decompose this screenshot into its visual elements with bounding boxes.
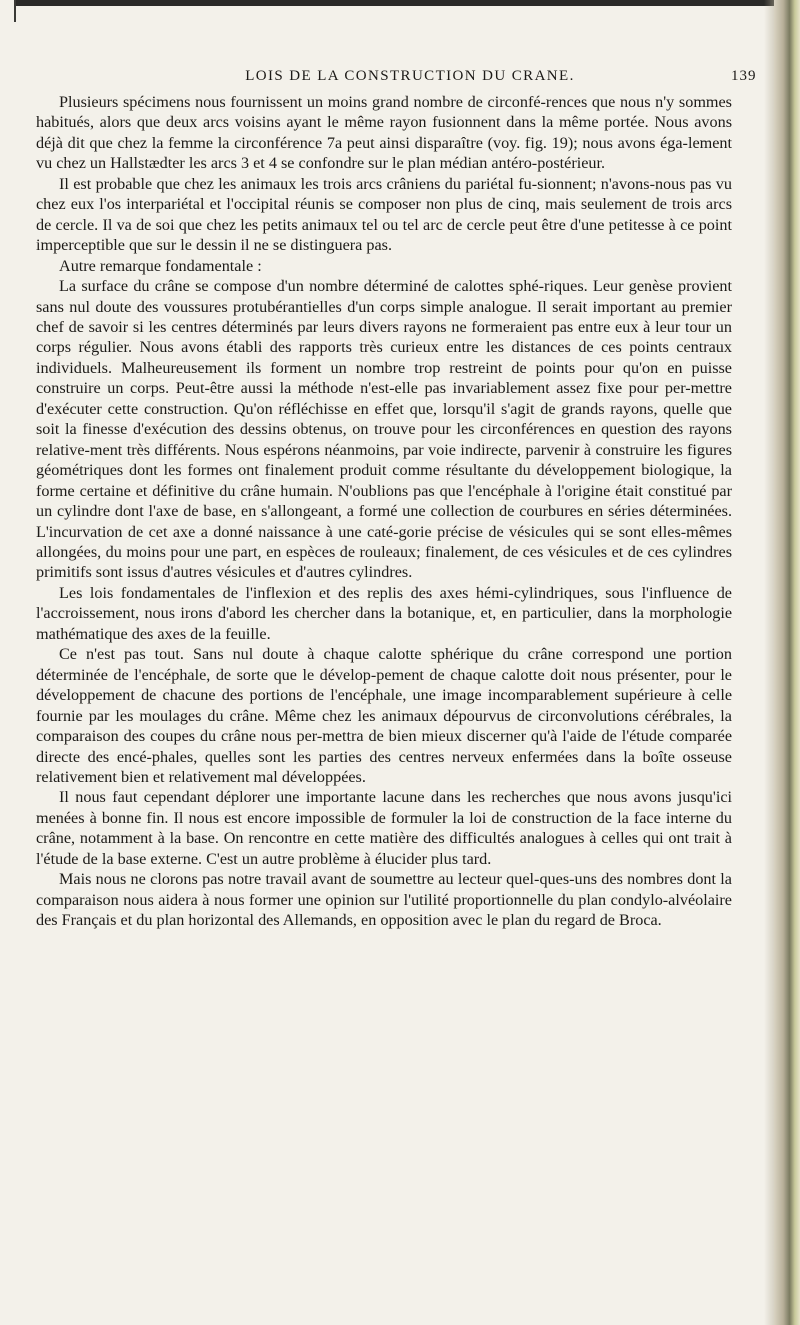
page-top-edge [0, 0, 800, 6]
paragraph: Ce n'est pas tout. Sans nul doute à chaque calotte sphérique du crâne correspond une portion déterminée de l'encéphale, de sorte que le dévelop-pement de chaque calotte doit nous présenter, pour le développement de chacune des portions de l'encéphale, une image incomparablement supérieure à celle fournie par les moulages du crâne. Même chez les animaux dépourvus de circonvolutions cérébrales, la comparaison des coupes du crâne nous per-mettra de bien mieux discerner qu'à l'aide de l'étude comparée directe des encé-phales, quelles sont les parties des centres nerveux enfermées dans la boîte osseuse relativement bien et relativement mal développées. [36, 645, 732, 786]
paragraph: Plusieurs spécimens nous fournissent un moins grand nombre de circonfé-rences que nous n'y sommes habitués, alors que deux arcs voisins ayant le même rayon fusionnent dans la même portée. Nous avons déjà dit que chez la femme la circonférence 7a peut ainsi disparaître (voy. fig. 19); nous avons éga-lement vu chez un Hallstædter les arcs 3 et 4 se confondre sur le plan médian antéro-postérieur. [36, 93, 732, 173]
running-title: LOIS DE LA CONSTRUCTION DU CRANE. [245, 68, 575, 84]
page-number: 139 [731, 68, 757, 84]
body-text [36, 92, 732, 931]
paragraph: Autre remarque fondamentale : [59, 256, 262, 275]
paragraph: Mais nous ne clorons pas notre travail avant de soumettre au lecteur quel-ques-uns des nombres dont la comparaison nous aidera à nous former une opinion sur l'utilité proportionnelle du plan condylo-alvéolaire des Français et du plan horizontal des Allemands, en opposition avec le plan du regard de Broca. [36, 870, 732, 930]
paragraph: Il nous faut cependant déplorer une importante lacune dans les recherches que nous avons jusqu'ici menées à bonne fin. Il nous est encore impossible de formuler la loi de construction de la face interne du crâne, notamment à la base. On rencontre en cette matière des difficultés analogues à celles qui ont trait à l'étude de la base externe. C'est un autre problème à élucider plus tard. [36, 788, 732, 868]
book-spine-edge [774, 0, 800, 1325]
paragraph: Il est probable que chez les animaux les trois arcs crâniens du pariétal fu-sionnent; n'avons-nous pas vu chez eux l'os interpariétal et l'occipital réunis se composer non plus de cinq, mais seulement de trois arcs de cercle. Il va de soi que chez les petits animaux tel ou tel arc de cercle peut être d'une petitesse à ce point imperceptible que sur le dessin il ne se distinguera pas. [36, 174, 732, 255]
binding-shadow [764, 0, 774, 1325]
page-corner-fold [0, 0, 16, 22]
paragraph: Les lois fondamentales de l'inflexion et des replis des axes hémi-cylindriques, sous l'influence de l'accroissement, nous irons d'abord les chercher dans la botanique, et, en particulier, dans la morphologie mathématique des axes de la feuille. [36, 583, 732, 643]
running-header [0, 68, 800, 88]
paragraph: La surface du crâne se compose d'un nombre déterminé de calottes sphé-riques. Leur genèse provient sans nul doute des voussures protubérantielles d'un corps simple analogue. Il serait important au premier chef de savoir si les centres déterminés par leurs divers rayons ne formeraient pas entre eux à leur tour un corps régulier. Nous avons établi des rapports très curieux entre les distances de ces points centraux individuels. Malheureusement ils forment un nombre trop restreint de points pour qu'on en puisse construire un corps. Peut-être aussi la méthode n'est-elle pas invariablement assez fixe pour per-mettre d'exécuter cette construction. Qu'on réfléchisse en effet que, lorsqu'il s'agit de grands rayons, quelle que soit la finesse d'exécution des dessins obtenus, on trouve pour les circonférences en question des rayons relative-ment très différents. Nous espérons néanmoins, par voie indirecte, parvenir à construire les figures géométriques dont les formes ont finalement produit comme résultante du développement biologique, la forme certaine et définitive du crâne humain. N'oublions pas que l'encéphale à l'origine était constitué par un cylindre dont l'axe de base, en s'allongeant, a formé une collection de courbures en séries déterminées. L'incurvation de cet axe a donné naissance à une caté-gorie précise de vésicules qui se sont elles-mêmes allongées, du moins pour une part, en espèces de rouleaux; finalement, de ces vésicules et de ces cylindres primitifs sont issus d'autres vésicules et d'autres cylindres. [36, 277, 732, 582]
